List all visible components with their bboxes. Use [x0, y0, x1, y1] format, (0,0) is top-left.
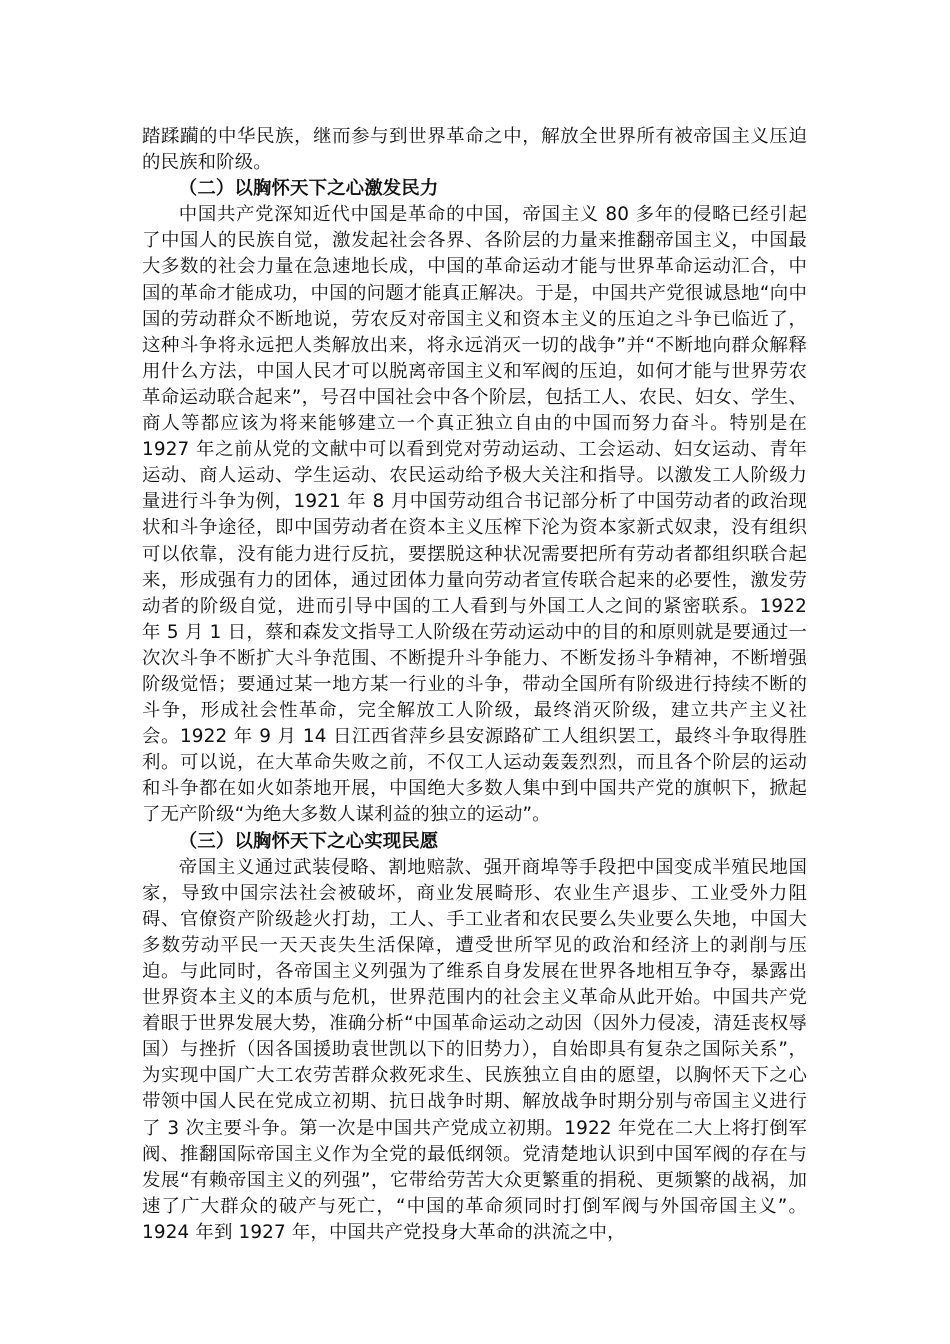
paragraph-continuation: 踏蹂躏的中华民族，继而参与到世界革命之中，解放全世界所有被帝国主义压迫的民族和阶级。: [142, 126, 807, 174]
document-page: [142, 124, 807, 1246]
section-heading-2: （二）以胸怀天下之心激发民力: [178, 178, 439, 200]
paragraph-section-2: 中国共产党深知近代中国是革命的中国，帝国主义 80 多年的侵略已经引起了中国人的民族自觉，激发起社会各界、各阶层的力量来推翻帝国主义，中国最大多数的社会力量在急速地长成，中国的革命运动才能与世界革命运动汇合，中国的革命才能成功，中国的问题才能真正解决。于是，中国共产党很诚恳地“向中国的劳动群众不断地说，劳农反对帝国主义和资本主义的压迫之斗争已临近了，这种斗争将永远把人类解放出来，将永远消灭一切的战争”并“不断地向群众解释用什么方法，中国人民才可以脱离帝国主义和军阀的压迫，如何才能与世界劳农革命运动联合起来”，号召中国社会中各个阶层，包括工人、农民、妇女、学生、商人等都应该为将来能够建立一个真正独立自由的中国而努力奋斗。特别是在 1927 年之前从党的文献中可以看到党对劳动运动、工会运动、妇女运动、青年运动、商人运动、学生运动、农民运动给予极大关注和指导。以激发工人阶级力量进行斗争为例，1921 年 8 月中国劳动组合书记部分析了中国劳动者的政治现状和斗争途径，即中国劳动者在资本主义压榨下沦为资本家新式奴隶，没有组织可以依靠，没有能力进行反抗，要摆脱这种状况需要把所有劳动者都组织联合起来，形成强有力的团体，通过团体力量向劳动者宣传联合起来的必要性，激发劳动者的阶级自觉，进而引导中国的工人看到与外国工人之间的紧密联系。1922 年 5 月 1 日，蔡和森发文指导工人阶级在劳动运动中的目的和原则就是要通过一次次斗争不断扩大斗争范围、不断提升斗争能力、不断发扬斗争精神，不断增强阶级觉悟；要通过某一地方某一行业的斗争，带动全国所有阶级进行持续不断的斗争，形成社会性革命，完全解放工人阶级，最终消灭阶级，建立共产主义社会。1922 年 9 月 14 日江西省萍乡县安源路矿工人组织罢工，最终斗争取得胜利。可以说，在大革命失败之前，不仅工人运动轰轰烈烈，而且各个阶层的运动和斗争都在如火如荼地开展，中国绝大多数人集中到中国共产党的旗帜下，掀起了无产阶级“为绝大多数人谋利益的独立的运动”。: [142, 204, 807, 826]
section-heading-3: （三）以胸怀天下之心实现民愿: [178, 830, 439, 852]
paragraph-section-3: 帝国主义通过武装侵略、割地赔款、强开商埠等手段把中国变成半殖民地国家，导致中国宗法社会被破坏，商业发展畸形、农业生产退步、工业受外力阻碍、官僚资产阶级趁火打劫，工人、手工业者和农民要么失业要么失地，中国大多数劳动平民一天天丧失生活保障，遭受世所罕见的政治和经济上的剥削与压迫。与此同时，各帝国主义列强为了维系自身发展在世界各地相互争夺，暴露出世界资本主义的本质与危机，世界范围内的社会主义革命从此开始。中国共产党着眼于世界发展大势，准确分析“中国革命运动之动因（因外力侵凌，清廷丧权辱国）与挫折（因各国援助袁世凯以下的旧势力），自始即具有复杂之国际关系”，为实现中国广大工农劳苦群众救死求生、民族独立自由的愿望，以胸怀天下之心带领中国人民在党成立初期、抗日战争时期、解放战争时期分别与帝国主义进行了 3 次主要斗争。第一次是中国共产党成立初期。1922 年党在二大上将打倒军阀、推翻国际帝国主义作为全党的最低纲领。党清楚地认识到中国军阀的存在与发展“有赖帝国主义的列强”，它带给劳苦大众更繁重的捐税、更频繁的战祸，加速了广大群众的破产与死亡，“中国的革命须同时打倒军阀与外国帝国主义”。1924 年到 1927 年，中国共产党投身大革命的洪流之中，: [142, 856, 807, 1243]
